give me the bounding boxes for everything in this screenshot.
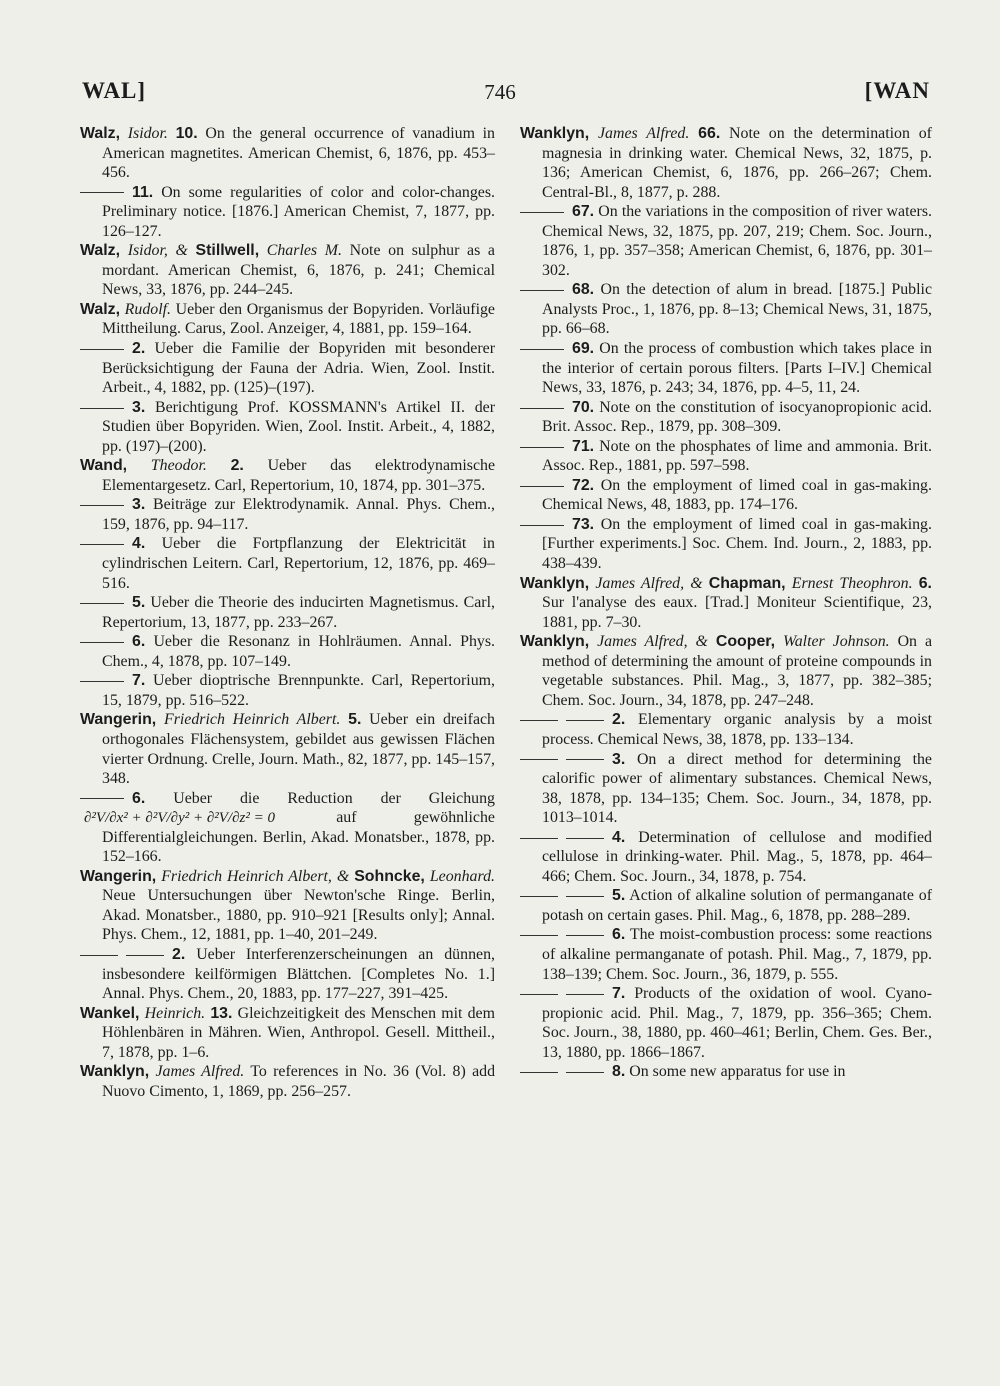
bibliography-entry bbox=[520, 1062, 932, 1082]
entry-number: 5. bbox=[612, 887, 626, 905]
entry-number: 6. bbox=[918, 574, 932, 592]
repeat-author-rule bbox=[566, 1072, 604, 1073]
entry-number: 6. bbox=[132, 789, 146, 807]
entry-number: 3. bbox=[132, 398, 146, 416]
repeat-author-rule bbox=[80, 642, 124, 643]
bibliography-entry bbox=[80, 398, 495, 457]
author-surname: Walz, bbox=[80, 300, 121, 318]
entry-text: Beiträge zur Elektrodynamik. Annal. Phys. Chem., 159, 1876, pp. 94–117. bbox=[102, 496, 495, 533]
author-given-name: James Alfred. bbox=[597, 125, 690, 142]
repeat-author-rule bbox=[566, 935, 604, 936]
running-head-right: [WAN bbox=[864, 78, 930, 103]
entry-text: Sur l'analyse des eaux. [Trad.] Moniteur Scientifique, 23, 1881, pp. 7–30. bbox=[542, 594, 932, 631]
repeat-author-rule bbox=[566, 838, 604, 839]
author-given-name: James Alfred, & bbox=[597, 633, 716, 651]
entry-number: 8. bbox=[612, 1063, 626, 1081]
repeat-author-rule bbox=[80, 603, 124, 604]
author-given-name: Friedrich Heinrich Albert. bbox=[164, 711, 341, 729]
entry-text: Ueber die Fortpflanzung der Elektricität in cylindrischen Leitern. Carl, Repertorium, 12, 1876, pp. 469–516. bbox=[102, 535, 495, 592]
entry-number: 7. bbox=[612, 985, 626, 1003]
repeat-author-rule bbox=[566, 896, 604, 897]
repeat-author-rule bbox=[566, 759, 604, 760]
bibliography-entry bbox=[520, 398, 932, 437]
author-given-name: Isidor, & bbox=[127, 242, 196, 260]
bibliography-entry bbox=[520, 925, 932, 984]
bibliography-entry bbox=[520, 476, 932, 515]
repeat-author-rule bbox=[520, 994, 558, 995]
bibliography-entry bbox=[80, 867, 495, 945]
entry-text: Ueber Interferenzerscheinungen an dünnen, insbesondere keilförmigen Blättchen. [Completes No. 1.] Annal. Phys. Chem., 20, 1883, pp. 177–227, 391–425. bbox=[102, 945, 495, 1003]
repeat-author-rule bbox=[520, 1072, 558, 1073]
coauthor-given-name: Ernest Theophron. bbox=[791, 574, 913, 592]
author-surname: Wanklyn, bbox=[80, 1063, 150, 1081]
coauthor-given-name: Walter Johnson. bbox=[782, 633, 890, 651]
repeat-author-rule bbox=[80, 798, 124, 799]
bibliography-entry bbox=[80, 671, 495, 710]
bibliography-entry bbox=[80, 183, 495, 242]
entry-text: On the employment of limed coal in gas-making. [Further experiments.] Soc. Chem. Ind. Journ., 2, 1883, pp. 438–439. bbox=[542, 515, 932, 573]
bibliography-entry bbox=[80, 534, 495, 593]
entry-text: The moist-combustion process: some reactions of alkaline permanganate of potash. Phil. Mag., 7, 1879, pp. 138–139; Chem. Soc. Journ., 36, 1879, p. 555. bbox=[542, 926, 932, 983]
bibliography-entry bbox=[80, 124, 495, 183]
right-column bbox=[520, 124, 932, 1082]
bibliography-entry bbox=[520, 984, 932, 1062]
entry-text: Ueber dioptrische Brennpunkte. Carl, Repertorium, 15, 1879, pp. 516–522. bbox=[102, 672, 495, 709]
entry-text: Ueber die Reduction der Gleichung bbox=[173, 789, 496, 807]
entry-text: On the variations in the composition of river waters. Chemical News, 32, 1875, pp. 207, 219; Chem. Soc. Journ., 1876, 1, pp. 357–358; American Chemist, 6, 1876, pp. 301–302. bbox=[542, 203, 932, 279]
entry-number: 68. bbox=[572, 281, 595, 299]
bibliography-entry bbox=[520, 574, 932, 633]
coauthor-given-name: Leonhard. bbox=[429, 867, 495, 885]
bibliography-entry bbox=[80, 456, 495, 495]
bibliography-entry bbox=[80, 495, 495, 534]
page-number: 746 bbox=[484, 80, 516, 104]
entry-number: 6. bbox=[132, 633, 146, 651]
entry-number: 69. bbox=[572, 340, 595, 358]
bibliography-entry bbox=[80, 593, 495, 632]
entry-text: To references in No. 36 (Vol. 8) add Nuovo Cimento, 1, 1869, pp. 256–257. bbox=[102, 1063, 496, 1100]
running-head-left: WAL] bbox=[82, 78, 147, 103]
entry-number: 66. bbox=[698, 125, 721, 142]
repeat-author-rule bbox=[80, 544, 124, 545]
bibliography-entry bbox=[520, 339, 932, 398]
entry-text: On the detection of alum in bread. [1875.] Public Analysts Proc., 1, 1876, pp. 8–13; Chemical News, 31, 1875, pp. 66–68. bbox=[542, 281, 933, 338]
author-surname: Wangerin, bbox=[80, 711, 157, 729]
author-surname: Wankel, bbox=[80, 1004, 140, 1022]
entry-text: Ueber ein dreifach orthogonales Flächensystem, gebildet aus gewissen Flächen vierter Ordnung. Crelle, Journ. Math., 82, 1877, pp. 145–157, 348. bbox=[102, 711, 495, 788]
entry-number: 2. bbox=[612, 711, 626, 729]
coauthor-surname: Sohncke, bbox=[354, 867, 425, 885]
entry-number: 72. bbox=[572, 476, 595, 494]
entry-number: 11. bbox=[132, 183, 154, 201]
entry-text: Action of alkaline solution of permanganate of potash on certain gases. Phil. Mag., 6, 1878, pp. 288–289. bbox=[542, 887, 932, 924]
repeat-author-rule bbox=[80, 681, 124, 682]
coauthor-surname: Cooper, bbox=[715, 633, 775, 651]
bibliography-entry bbox=[520, 828, 932, 887]
repeat-author-rule bbox=[566, 720, 604, 721]
entry-text: On the employment of limed coal in gas-making. Chemical News, 48, 1883, pp. 174–176. bbox=[542, 476, 932, 514]
bibliography-entry bbox=[520, 202, 932, 280]
entry-number: 10. bbox=[175, 125, 198, 142]
bibliography-entry bbox=[520, 124, 932, 202]
repeat-author-rule bbox=[80, 955, 118, 956]
author-surname: Walz, bbox=[80, 125, 121, 142]
entry-text: Ueber die Theorie des inducirten Magnetismus. Carl, Repertorium, 13, 1877, pp. 233–267. bbox=[102, 594, 495, 631]
entry-text: On some new apparatus for use in bbox=[629, 1063, 846, 1081]
entry-text: Gleichzeitigkeit des Menschen mit dem Höhlenbären in Mähren. Wien, Anthropol. Gesell. Mittheil., 7, 1878, pp. 1–6. bbox=[102, 1004, 495, 1061]
entry-text: On the general occurrence of vanadium in American magnetites. American Chemist, 6, 1876, pp. 453–456. bbox=[102, 125, 495, 182]
entry-number: 70. bbox=[572, 398, 595, 416]
bibliography-entry bbox=[520, 280, 932, 339]
author-given-name: Theodor. bbox=[150, 457, 207, 475]
entry-number: 2. bbox=[230, 457, 244, 475]
entry-text: Elementary organic analysis by a moist process. Chemical News, 38, 1878, pp. 133–134. bbox=[542, 711, 932, 748]
entry-number: 3. bbox=[132, 496, 146, 514]
bibliography-entry bbox=[80, 945, 495, 1004]
repeat-author-rule bbox=[566, 994, 604, 995]
repeat-author-rule bbox=[520, 935, 558, 936]
repeat-author-rule bbox=[80, 192, 124, 193]
repeat-author-rule bbox=[126, 955, 164, 956]
bibliography-entry bbox=[80, 1004, 495, 1063]
left-column bbox=[80, 124, 495, 1101]
author-given-name: Isidor. bbox=[127, 125, 168, 142]
entry-number: 13. bbox=[210, 1004, 233, 1022]
author-surname: Walz, bbox=[80, 242, 121, 260]
entry-number: 4. bbox=[132, 535, 146, 553]
repeat-author-rule bbox=[520, 759, 558, 760]
bibliography-entry bbox=[80, 710, 495, 788]
bibliography-entry bbox=[80, 339, 495, 398]
coauthor-surname: Chapman, bbox=[708, 574, 786, 592]
entry-text: auf gewöhnliche Differentialgleichungen. Berlin, Akad. Monatsber., 1878, pp. 152–166. bbox=[102, 809, 495, 866]
entry-text: Ueber die Familie der Bopyriden mit besonderer Berücksichtigung der Fauna der Adria. Wien, Zool. Instit. Arbeit., 4, 1882, pp. (125)–(197). bbox=[102, 340, 495, 397]
repeat-author-rule bbox=[520, 349, 564, 350]
bibliography-entry bbox=[520, 632, 932, 710]
entry-number: 3. bbox=[612, 750, 626, 768]
author-surname: Wand, bbox=[80, 457, 128, 475]
entry-text: Neue Untersuchungen über Newton'sche Ringe. Berlin, Akad. Monatsber., 1880, pp. 910–921 [Results only]; Annal. Phys. Chem., 12, 1881, pp. 1–40, 201–249. bbox=[102, 887, 495, 944]
entry-text: Note on the constitution of isocyanopropionic acid. Brit. Assoc. Rep., 1879, pp. 308–309. bbox=[542, 398, 932, 436]
repeat-author-rule bbox=[80, 408, 124, 409]
repeat-author-rule bbox=[80, 505, 124, 506]
repeat-author-rule bbox=[80, 349, 124, 350]
entry-number: 67. bbox=[572, 203, 595, 221]
coauthor-given-name: Charles M. bbox=[266, 242, 342, 260]
bibliography-entry bbox=[520, 886, 932, 925]
bibliography-entry bbox=[520, 710, 932, 749]
bibliography-entry bbox=[520, 750, 932, 828]
entry-text: Ueber die Resonanz in Hohlräumen. Annal. Phys. Chem., 4, 1878, pp. 107–149. bbox=[102, 633, 495, 670]
repeat-author-rule bbox=[520, 212, 564, 213]
repeat-author-rule bbox=[520, 896, 558, 897]
bibliography-entry bbox=[80, 241, 495, 300]
entry-text: On a method of determining the amount of proteine compounds in vegetable substances. Phil. Mag., 3, 1877, pp. 382–385; Chem. Soc. Journ., 34, 1878, pp. 247–248. bbox=[542, 633, 932, 709]
entry-number: 73. bbox=[572, 515, 595, 533]
entry-text: Determination of cellulose and modified cellulose in drinking-water. Phil. Mag., 5, 1878, pp. 464–466; Chem. Soc. Journ., 34, 1878, p. 754. bbox=[542, 828, 932, 885]
entry-text: Note on the phosphates of lime and ammonia. Brit. Assoc. Rep., 1881, pp. 597–598. bbox=[542, 437, 933, 475]
entry-number: 5. bbox=[132, 594, 146, 612]
author-given-name: Heinrich. bbox=[144, 1004, 206, 1022]
equation: ∂²V/∂x² + ∂²V/∂y² + ∂²V/∂z² = 0 bbox=[84, 810, 275, 827]
author-given-name: Rudolf. bbox=[124, 300, 172, 318]
entry-text: Ueber den Organismus der Bopyriden. Vorläufige Mittheilung. Carus, Zool. Anzeiger, 4, 1881, pp. 159–164. bbox=[102, 300, 495, 338]
author-surname: Wanklyn, bbox=[520, 633, 590, 651]
entry-text: On a direct method for determining the calorific power of alimentary substances. Chemical News, 38, 1878, pp. 134–135; Chem. Soc. Journ., 34, 1878, pp. 1013–1014. bbox=[542, 750, 932, 827]
author-given-name: Friedrich Heinrich Albert, & bbox=[161, 867, 355, 885]
entry-text: Note on the determination of magnesia in drinking water. Chemical News, 32, 1875, p. 136; American Chemist, 6, 1876, pp. 266–267; Chem. Central-Bl., 8, 1877, p. 288. bbox=[542, 125, 932, 201]
entry-number: 7. bbox=[132, 672, 146, 690]
author-surname: Wangerin, bbox=[80, 867, 157, 885]
bibliography-entry bbox=[80, 300, 495, 339]
entry-number: 2. bbox=[132, 340, 146, 358]
bibliography-entry bbox=[80, 632, 495, 671]
author-surname: Wanklyn, bbox=[520, 574, 590, 592]
repeat-author-rule bbox=[520, 447, 564, 448]
repeat-author-rule bbox=[520, 525, 564, 526]
bibliography-entry bbox=[520, 437, 932, 476]
author-surname: Wanklyn, bbox=[520, 125, 590, 142]
bibliography-entry bbox=[80, 1062, 495, 1101]
coauthor-surname: Stillwell, bbox=[195, 242, 260, 260]
repeat-author-rule bbox=[520, 720, 558, 721]
entry-number: 2. bbox=[172, 945, 186, 963]
author-given-name: James Alfred, & bbox=[595, 574, 709, 592]
entry-number: 5. bbox=[348, 711, 362, 729]
entry-text: Products of the oxidation of wool. Cyano-propionic acid. Phil. Mag., 7, 1879, pp. 356–365; Chem. Soc. Journ., 38, 1880, pp. 460–461; Berlin, Chem. Ges. Ber., 13, 1880, pp. 1866–1867. bbox=[542, 985, 932, 1061]
bibliography-entry bbox=[520, 515, 932, 574]
repeat-author-rule bbox=[520, 838, 558, 839]
entry-text: On the process of combustion which takes place in the interior of certain porous filters. [Parts I–IV.] Chemical News, 33, 1876, p. 243; 34, 1876, pp. 4–5, 11, 24. bbox=[542, 340, 932, 397]
entry-text: Ueber das elektrodynamische Elementargesetz. Carl, Repertorium, 10, 1874, pp. 301–375. bbox=[102, 457, 496, 494]
repeat-author-rule bbox=[520, 486, 564, 487]
repeat-author-rule bbox=[520, 290, 564, 291]
entry-text: Berichtigung Prof. KOSSMANN's Artikel II. der Studien über Bopyriden. Wien, Zool. Instit. Arbeit., 4, 1882, pp. (197)–(200). bbox=[102, 398, 495, 455]
entry-text: On some regularities of color and color-changes. Preliminary notice. [1876.] American Chemist, 7, 1877, pp. 126–127. bbox=[102, 183, 495, 240]
entry-number: 4. bbox=[612, 828, 626, 846]
author-given-name: James Alfred. bbox=[155, 1063, 245, 1081]
entry-number: 71. bbox=[572, 437, 595, 455]
repeat-author-rule bbox=[520, 408, 564, 409]
entry-text: Note on sulphur as a mordant. American Chemist, 6, 1876, p. 241; Chemical News, 33, 1876, pp. 244–245. bbox=[102, 242, 495, 299]
entry-number: 6. bbox=[612, 926, 626, 944]
bibliography-entry bbox=[80, 789, 495, 867]
